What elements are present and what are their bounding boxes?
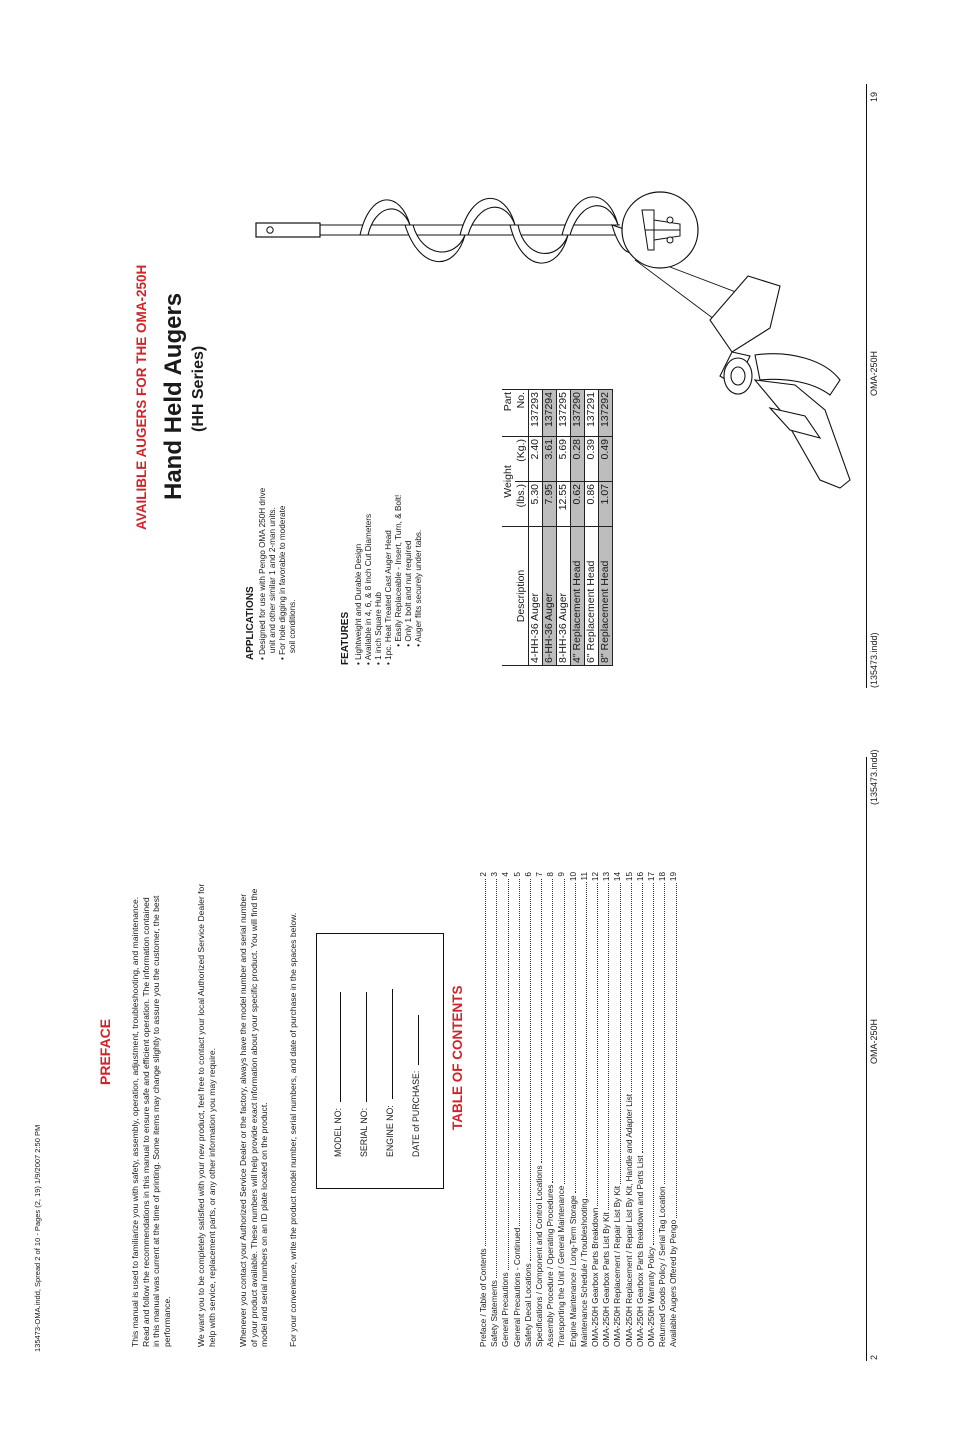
footer-model-right: OMA-250H — [869, 350, 879, 396]
applications-item: • For hole digging in favorable to moderate — [278, 505, 287, 660]
toc-item-title: Returned Goods Policy / Serial Tag Location — [658, 1186, 668, 1347]
preface-line: For your convenience, write the product model number, serial numbers, and date of purchase in the spaces below. — [288, 912, 298, 1347]
features-list — [354, 495, 424, 665]
preface-line: model and serial numbers on an ID plate located on the product. — [259, 1102, 270, 1347]
table-cell-lbs: 0.86 — [585, 482, 599, 527]
toc-item[interactable] — [601, 872, 612, 1347]
table-cell-description: 4-HH-36 Auger — [529, 527, 543, 666]
table-cell-description: 8-HH-36 Auger — [557, 527, 571, 666]
table-cell-part-no: 137293 — [529, 390, 543, 437]
table-cell-kg: 5.69 — [557, 437, 571, 482]
table-cell-kg: 3.61 — [543, 437, 557, 482]
toc-item[interactable] — [657, 872, 668, 1347]
footer-page-number: 2 — [869, 1354, 879, 1360]
auger-head-exploded-shape — [710, 276, 850, 488]
applications-list — [258, 488, 298, 660]
toc-item-title: Preface / Table of Contents — [479, 1248, 488, 1347]
toc-item-page: 16 — [635, 872, 645, 882]
table-cell-kg: 0.28 — [571, 437, 585, 482]
toc-leader-dots — [624, 883, 632, 1092]
table-cell-part-no: 137291 — [585, 390, 599, 437]
serial-no-label: SERIAL NO: — [359, 992, 369, 1157]
date-of-purchase-label: DATE of PURCHASE: — [411, 1015, 421, 1157]
toc-leader-dots — [601, 883, 609, 1210]
toc-item[interactable] — [556, 872, 567, 1347]
toc-item-page: 14 — [613, 872, 623, 882]
preface-paragraph-1 — [130, 747, 173, 1347]
table-cell-lbs: 7.95 — [543, 482, 557, 527]
features-item: • Easily Replaceable - Insert, Turn, & Bolt! — [394, 494, 403, 665]
toc-item-page: 4 — [501, 872, 511, 877]
model-no-label: MODEL NO: — [333, 992, 343, 1157]
features-item: • Only 1 bolt and nut required — [404, 540, 413, 665]
table-cell-description: 4" Replacement Head — [571, 527, 585, 666]
table-of-contents — [478, 872, 680, 1347]
preface-line: of your product available. These numbers will help provide exact information about your specific product. You will find the — [248, 888, 259, 1347]
features-item: • 1 inch Square Hub — [374, 592, 383, 665]
table-cell-description: 8" Replacement Head — [599, 527, 613, 666]
applications-heading: APPLICATIONS — [245, 586, 256, 660]
preface-line: Read and follow the recommendations in this manual to ensure safe and efficient operation. The information contained — [140, 897, 151, 1347]
toc-item[interactable] — [478, 872, 489, 1347]
serial-no-field[interactable] — [366, 992, 367, 1102]
toc-item[interactable] — [612, 872, 623, 1347]
toc-item[interactable] — [534, 872, 545, 1347]
toc-leader-dots — [590, 883, 598, 1206]
preface-line: performance. — [162, 1296, 173, 1347]
toc-leader-dots — [657, 883, 665, 1184]
table-header-description: Description — [515, 527, 529, 666]
toc-item-title: Assembly Procedure / Operating Procedures — [546, 1184, 556, 1347]
features-item: • 1pc. Heat Treated Cast Auger Head — [384, 530, 393, 665]
toc-item-page: 11 — [579, 872, 589, 881]
toc-item-page: 17 — [647, 872, 657, 882]
table-header-part: Part — [502, 390, 515, 437]
toc-item-page: 19 — [669, 872, 679, 882]
page-subtitle: (HH Series) — [190, 345, 207, 432]
toc-item-page: 5 — [512, 872, 522, 877]
auger-illustration — [250, 180, 870, 500]
toc-item-title: General Precautions - Continued — [512, 1227, 522, 1347]
table-cell-lbs: 5.30 — [529, 482, 543, 527]
preface-line: in this manual was current at the time of printing. Some items may change slightly to assure you the customer, the best — [151, 895, 162, 1347]
toc-item[interactable] — [590, 872, 601, 1347]
toc-item-title: OMA-250H Gearbox Parts Breakdown and Parts List — [635, 1155, 645, 1347]
features-item: • Auger flits securely under tabs. — [414, 529, 423, 665]
engine-no-label: ENGINE NO: — [385, 989, 395, 1157]
features-item: • Available in 4, 6, & 8 inch Cut Diameters — [364, 513, 373, 665]
toc-leader-dots — [556, 879, 564, 1184]
toc-item[interactable] — [668, 872, 679, 1347]
toc-leader-dots — [545, 879, 553, 1183]
toc-item-page: 10 — [568, 872, 578, 882]
date-of-purchase-field[interactable] — [418, 1015, 419, 1065]
toc-item[interactable] — [489, 872, 500, 1347]
toc-item-title: Transporting the Unit / General Maintenance — [557, 1185, 567, 1347]
features-item: • Lightweight and Durable Design — [354, 543, 363, 665]
toc-item-page: 3 — [490, 872, 500, 877]
table-header-blank — [502, 527, 515, 666]
preface-line: Whenever you contact your Authorized Service Dealer or the factory, always have the model number and serial number — [238, 893, 248, 1347]
toc-item-title: Safety Decal Locations — [523, 1263, 533, 1347]
toc-leader-dots — [568, 883, 576, 1193]
table-cell-kg: 2.40 — [529, 437, 543, 482]
toc-item-title: Maintenance Schedule / Troubleshooting — [579, 1198, 589, 1347]
table-cell-lbs: 1.07 — [599, 482, 613, 527]
auger-flighting-shape — [360, 197, 642, 263]
table-header-lbs: (lbs.) — [515, 482, 529, 527]
table-cell-description: 6" Replacement Head — [585, 527, 599, 666]
toc-leader-dots — [523, 879, 531, 1262]
applications-item: unit and other similar 1 and 2-man units. — [268, 507, 277, 660]
table-cell-part-no: 137292 — [599, 390, 613, 437]
toc-item-page: 7 — [535, 872, 545, 877]
features-heading: FEATURES — [340, 611, 351, 665]
toc-item[interactable] — [545, 872, 556, 1347]
table-cell-lbs: 12.55 — [557, 482, 571, 527]
footer-file: (135473.indd) — [869, 749, 879, 805]
toc-item-title: OMA-250H Warranty Policy — [647, 1246, 657, 1347]
toc-leader-dots — [512, 879, 520, 1226]
toc-item-title: OMA-250H Replacement / Repair List By Kit, Handle and Adapter List — [624, 1093, 634, 1347]
auger-bolt-hole-shape — [267, 227, 273, 233]
toc-item-title: Safety Statements — [490, 1280, 500, 1347]
toc-leader-dots — [534, 879, 542, 1164]
table-cell-part-no: 137294 — [543, 390, 557, 437]
toc-leader-dots — [668, 883, 676, 1218]
preface-heading: PREFACE — [97, 1018, 113, 1085]
toc-item-title: Available Augers Offered by Pengo — [669, 1219, 679, 1347]
model-no-field[interactable] — [340, 992, 341, 1102]
engine-no-field[interactable] — [392, 989, 393, 1099]
toc-item-page: 9 — [557, 872, 567, 877]
preface-paragraph-3 — [238, 747, 270, 1347]
toc-item-title: OMA-250H Replacement / Repair List By Kit — [613, 1185, 623, 1347]
toc-item-title: General Precautions — [501, 1272, 511, 1347]
toc-item-title: OMA-250H Gearbox Parts List By Kit — [602, 1212, 612, 1347]
toc-item-page: 2 — [479, 872, 488, 877]
toc-item[interactable] — [579, 872, 590, 1347]
auger-hub-shape — [256, 223, 320, 237]
table-header-no: No. — [515, 390, 529, 437]
table-header-kg: (Kg.) — [515, 437, 529, 482]
toc-item-title: OMA-250H Gearbox Parts Breakdown — [591, 1207, 601, 1347]
toc-item-page: 8 — [546, 872, 556, 877]
toc-leader-dots — [489, 879, 497, 1279]
table-cell-part-no: 137295 — [557, 390, 571, 437]
page-title: Hand Held Augers — [160, 292, 187, 500]
table-cell-part-no: 137290 — [571, 390, 585, 437]
footer-model: OMA-250H — [869, 1018, 879, 1064]
table-cell-lbs: 0.62 — [571, 482, 585, 527]
toc-leader-dots — [646, 883, 654, 1245]
preface-line: This manual is used to familiarize you with safety, assembly, operation, adjustment, troubleshooting, and maintenance. — [130, 896, 140, 1347]
applications-item: soil conditions. — [288, 599, 297, 660]
print-slug: 135473-OMA.indd, Spread 2 of 10 - Pages (2, 19) 1/9/2007 2:50 PM — [33, 1124, 42, 1352]
toc-item-page: 12 — [591, 872, 601, 882]
toc-item[interactable] — [523, 872, 534, 1347]
preface-line: We want you to be completely satisfied with your new product, feel free to contact your local Authorized Service Dealer for — [196, 883, 206, 1347]
footer-rule-right — [866, 84, 867, 688]
table-cell-kg: 0.39 — [585, 437, 599, 482]
table-cell-kg: 0.49 — [599, 437, 613, 482]
toc-item[interactable] — [500, 872, 511, 1347]
preface-line: help with service, replacement parts, or any other information you may require. — [206, 1047, 217, 1347]
toc-item-page: 15 — [624, 872, 634, 882]
toc-leader-dots — [635, 883, 643, 1153]
toc-item-title: Engine Maintenance / Long-Term Storage — [568, 1195, 578, 1347]
toc-leader-dots — [500, 879, 508, 1271]
toc-item[interactable] — [512, 872, 523, 1347]
toc-leader-dots — [579, 883, 587, 1197]
preface-paragraph-4 — [288, 747, 299, 1347]
preface-paragraph-2 — [196, 747, 217, 1347]
footer-page-number-right: 19 — [869, 91, 879, 102]
toc-item[interactable] — [646, 872, 657, 1347]
toc-item[interactable] — [624, 872, 635, 1347]
toc-item-page: 6 — [523, 872, 533, 877]
toc-leader-dots — [612, 883, 620, 1184]
toc-heading: TABLE OF CONTENTS — [450, 985, 465, 1130]
toc-item-title: Specifications / Component and Control Locations — [535, 1165, 545, 1347]
table-cell-description: 6-HH-36 Auger — [543, 527, 557, 666]
toc-leader-dots — [478, 879, 486, 1247]
toc-item[interactable] — [568, 872, 579, 1347]
footer-rule-left — [866, 757, 867, 1361]
footer-file-right: (135473.indd) — [869, 632, 879, 688]
augers-heading: AVAILIBLE AUGERS FOR THE OMA-250H — [134, 264, 149, 530]
toc-item[interactable] — [635, 872, 646, 1347]
table-header-weight: Weight — [502, 437, 515, 527]
toc-item-page: 13 — [602, 872, 612, 882]
toc-item-page: 18 — [658, 872, 668, 882]
applications-item: • Designed for use with Pengo OMA 250H drive — [258, 487, 267, 660]
